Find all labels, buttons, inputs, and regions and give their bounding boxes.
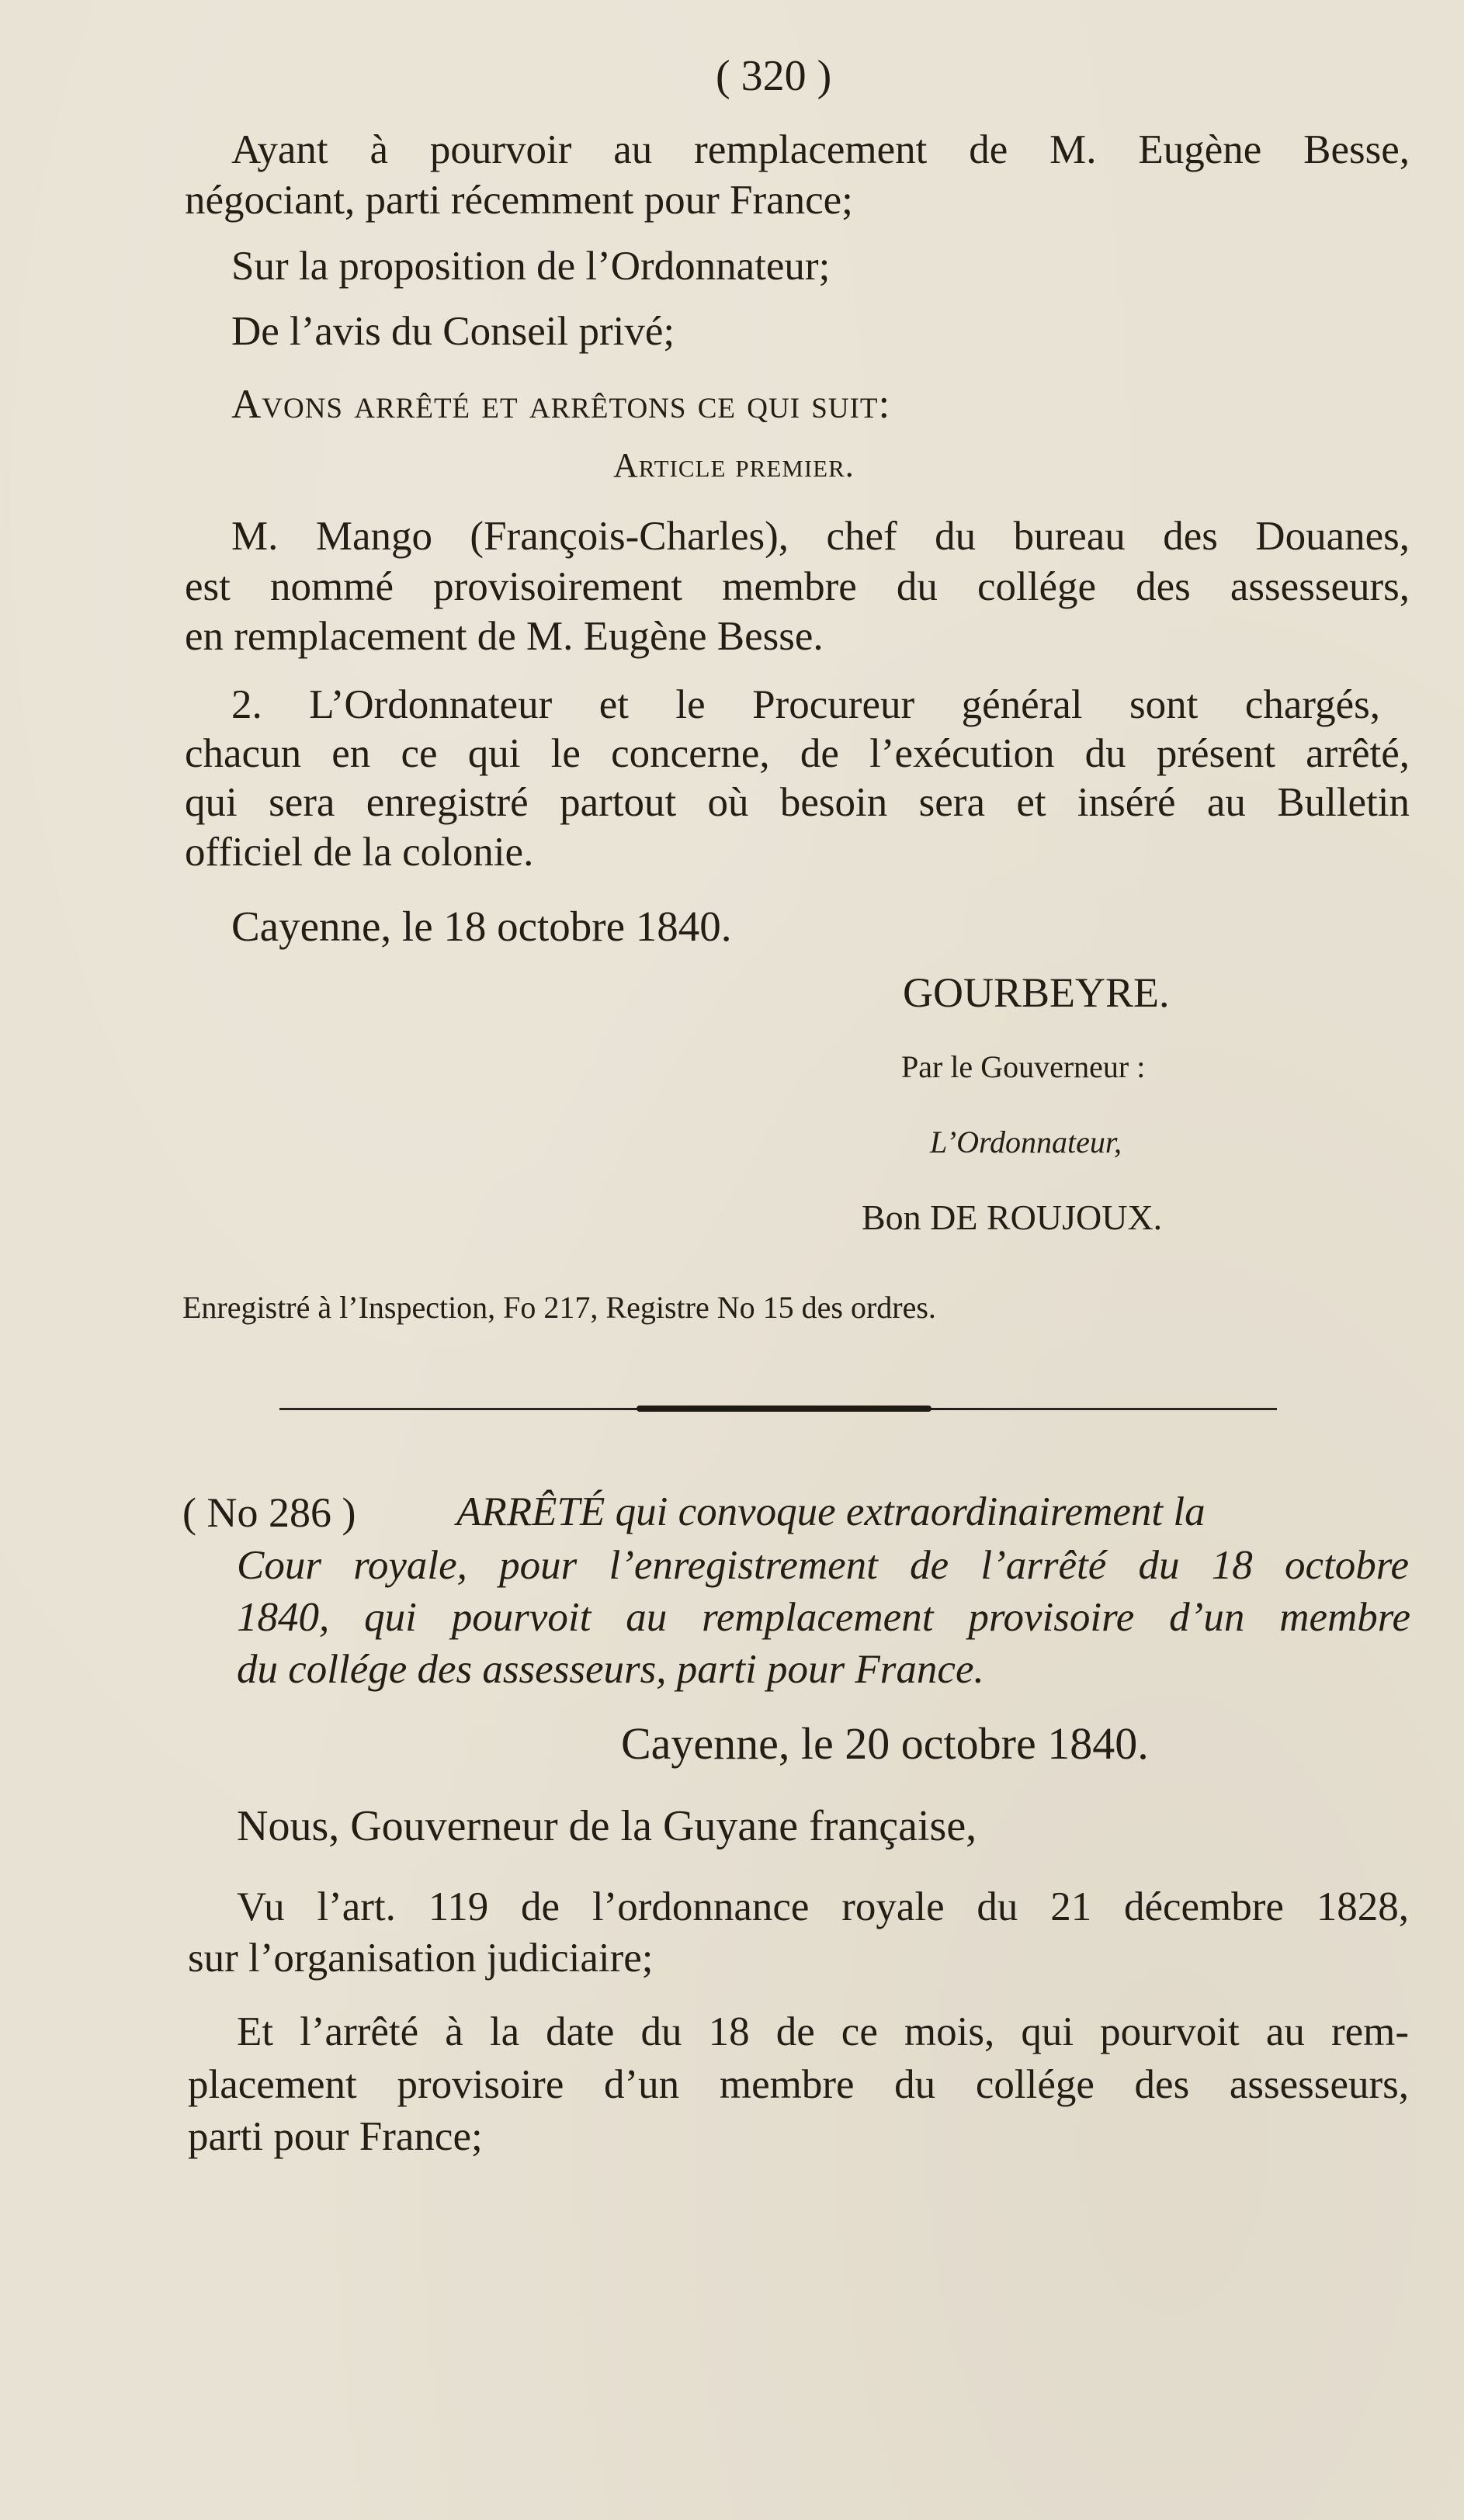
article1-line3: en remplacement de M. Eugène Besse. xyxy=(185,614,824,659)
par-le-gouverneur: Par le Gouverneur : xyxy=(901,1049,1146,1084)
decree1-avis: De l’avis du Conseil privé; xyxy=(231,309,675,354)
decree2-number: ( No 286 ) xyxy=(182,1489,356,1536)
decree2-heading-line1: ARRÊTÉ qui convoque extraordinairement la xyxy=(456,1489,1206,1534)
decree2-vu-line1: Vu l’art. 119 de l’ordonnance royale du 21 décembre 1828, xyxy=(237,1884,1409,1929)
decree2-heading-line3: 1840, qui pourvoit au remplacement provisoire d’un membre xyxy=(237,1595,1410,1640)
decree2-date: Cayenne, le 20 octobre 1840. xyxy=(621,1718,1149,1769)
decree2-et-line3: parti pour France; xyxy=(188,2114,483,2159)
decree1-signature: GOURBEYRE. xyxy=(903,969,1170,1016)
decree1-intro-line1: Ayant à pourvoir au remplacement de M. Eugène Besse, xyxy=(231,127,1410,172)
article1-line1: M. Mango (François-Charles), chef du bureau des Douanes, xyxy=(231,514,1410,559)
decree1-date: Cayenne, le 18 octobre 1840. xyxy=(231,903,732,950)
decree2-et-line1: Et l’arrêté à la date du 18 de ce mois, qui pourvoit au rem- xyxy=(237,2009,1409,2054)
registration-note: Enregistré à l’Inspection, Fo 217, Registre No 15 des ordres. xyxy=(182,1290,936,1325)
decree1-avons: Avons arrêté et arrêtons ce qui suit: xyxy=(231,382,891,427)
article-premier-heading: Article premier. xyxy=(613,446,855,484)
decree2-heading-line4: du collége des assesseurs, parti pour France. xyxy=(237,1647,984,1692)
section-divider-center xyxy=(637,1406,931,1412)
baron-de-roujoux: Bon DE ROUJOUX. xyxy=(862,1198,1163,1237)
article2-line3: qui sera enregistré partout où besoin sera et inséré au Bulletin xyxy=(185,780,1410,825)
decree2-et-line2: placement provisoire d’un membre du collége des assesseurs, xyxy=(188,2062,1409,2107)
decree1-intro-line2: négociant, parti récemment pour France; xyxy=(185,178,853,223)
article2-line2: chacun en ce qui le concerne, de l’exécution du présent arrêté, xyxy=(185,731,1410,776)
decree2-vu-line2: sur l’organisation judiciaire; xyxy=(188,1936,654,1981)
decree2-nous xyxy=(237,1804,977,1848)
ordonnateur-title: L’Ordonnateur, xyxy=(930,1125,1122,1159)
page-number: ( 320 ) xyxy=(716,52,832,100)
decree2-heading-line2: Cour royale, pour l’enregistrement de l’arrêté du 18 octobre xyxy=(237,1543,1409,1588)
article2-line4: officiel de la colonie. xyxy=(185,830,534,875)
article2-line1: 2. L’Ordonnateur et le Procureur général sont chargés, xyxy=(231,682,1380,727)
decree1-proposition: Sur la proposition de l’Ordonnateur; xyxy=(231,244,831,289)
decree2-nous-text: Nous, Gouverneur de la Guyane française, xyxy=(237,1802,977,1850)
article1-line2: est nommé provisoirement membre du collége des assesseurs, xyxy=(185,564,1410,609)
